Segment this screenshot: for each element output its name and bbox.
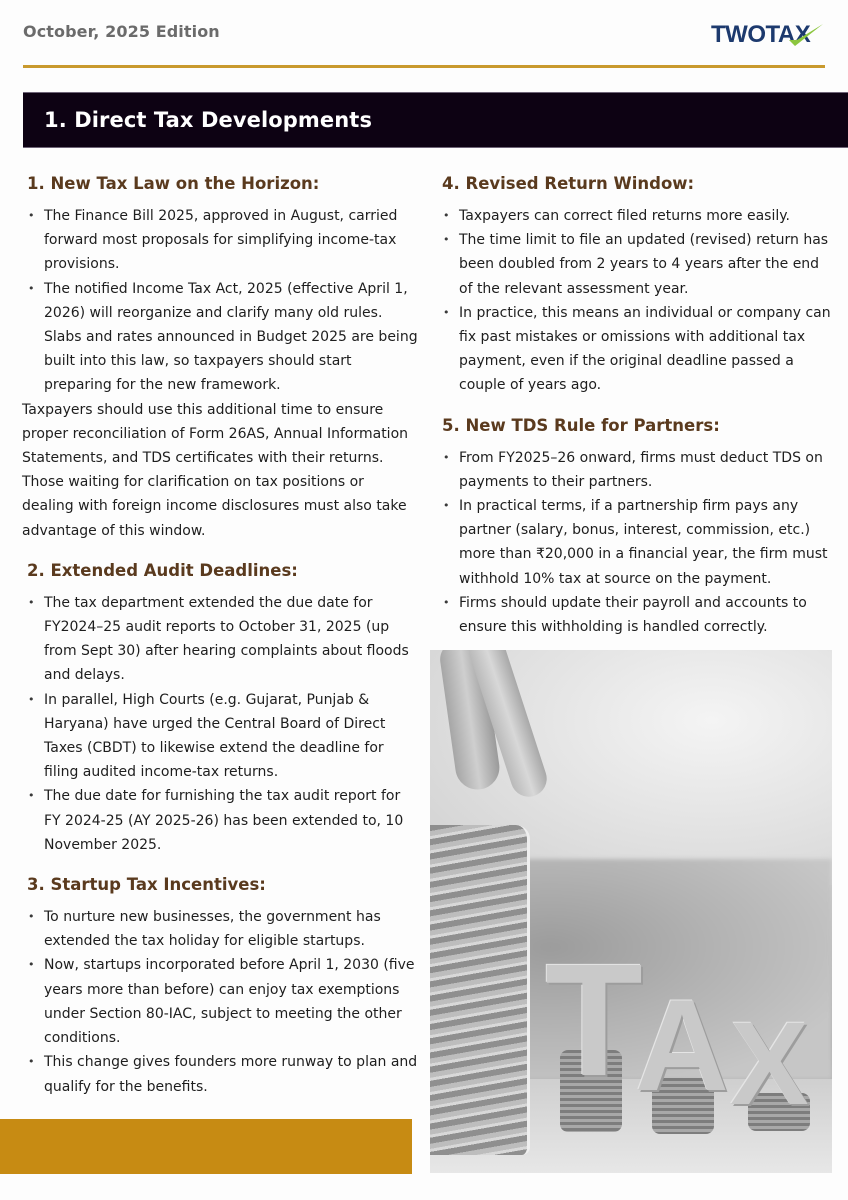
photo-letter-t: T	[545, 930, 643, 1109]
bullet-item: • In practical terms, if a partnership firm pays any partner (salary, bonus, interest, commission, etc.) more than ₹20,000 in a financial year, the firm must withhold 10% tax at source on the payment.	[438, 494, 833, 591]
topic-extended-audit-deadlines	[23, 559, 418, 857]
check-swoosh-icon	[785, 22, 825, 48]
topic-revised-return-window	[438, 172, 833, 398]
bullet-list	[23, 905, 418, 1099]
logo-text: TWOTAX	[711, 21, 811, 48]
bullet-list	[23, 591, 418, 857]
bullet-item: • Firms should update their payroll and accounts to ensure this withholding is handled correctly.	[438, 591, 833, 639]
bullet-item: • To nurture new businesses, the government has extended the tax holiday for eligible startups.	[23, 905, 418, 953]
bullet-list	[438, 446, 833, 640]
bullet-list	[23, 204, 418, 398]
topic-heading: 1. New Tax Law on the Horizon:	[27, 174, 320, 193]
topic-paragraph: Taxpayers should use this additional time to ensure proper reconciliation of Form 26AS, Annual Information Statements, and TDS certificates with their returns. Those waiting for clarification on tax positions or dealing with foreign income disclosures must also take advantage of this window.	[22, 401, 409, 539]
bullet-item: • In parallel, High Courts (e.g. Gujarat, Punjab & Haryana) have urged the Central Board of Direct Taxes (CBDT) to likewise extend the deadline for filing audited income-tax returns.	[23, 688, 418, 785]
bullet-item: • The due date for furnishing the tax audit report for FY 2024-25 (AY 2025-26) has been extended to, 10 November 2025.	[23, 784, 418, 857]
section-title-bar	[23, 92, 848, 148]
bullet-item: • In practice, this means an individual or company can fix past mistakes or omissions with additional tax payment, even if the original deadline passed a couple of years ago.	[438, 301, 833, 398]
right-column	[438, 172, 833, 639]
header-divider	[23, 65, 825, 68]
tax-coins-photo	[430, 650, 832, 1173]
topic-heading: 4. Revised Return Window:	[442, 174, 695, 193]
topic-heading: 2. Extended Audit Deadlines:	[27, 560, 298, 580]
bullet-item: • The tax department extended the due date for FY2024–25 audit reports to October 31, 2025 (up from Sept 30) after hearing complaints about floods and delays.	[23, 591, 418, 688]
bullet-list	[438, 204, 833, 398]
section-title: 1. Direct Tax Developments	[44, 108, 373, 132]
topic-heading: 5. New TDS Rule for Partners:	[442, 415, 720, 435]
twotax-logo	[711, 20, 810, 50]
topic-heading: 3. Startup Tax Incentives:	[27, 875, 266, 895]
bullet-item: • The time limit to file an updated (revised) return has been doubled from 2 years to 4 years after the end of the relevant assessment year.	[438, 228, 833, 301]
bullet-item: • This change gives founders more runway to plan and qualify for the benefits.	[23, 1050, 418, 1098]
bullet-item: • Taxpayers can correct filed returns more easily.	[438, 204, 833, 228]
topic-new-tax-law	[23, 172, 418, 543]
bullet-item: • From FY2025–26 onward, firms must deduct TDS on payments to their partners.	[438, 446, 833, 494]
left-column	[23, 172, 418, 1099]
photo-letter-a: A	[635, 972, 729, 1118]
edition-label: October, 2025 Edition	[23, 22, 220, 41]
coin-jar-image	[430, 825, 530, 1155]
photo-letter-x: X	[730, 998, 809, 1130]
bullet-item: • The Finance Bill 2025, approved in August, carried forward most proposals for simplifying income-tax provisions.	[23, 204, 418, 277]
footer-accent-block	[0, 1119, 412, 1174]
bullet-item: • Now, startups incorporated before April 1, 2030 (five years more than before) can enjoy tax exemptions under Section 80-IAC, subject to meeting the other conditions.	[23, 953, 418, 1050]
topic-startup-tax-incentives	[23, 873, 418, 1099]
topic-new-tds-rule	[438, 414, 833, 640]
bullet-item: • The notified Income Tax Act, 2025 (effective April 1, 2026) will reorganize and clarify many old rules. Slabs and rates announced in Budget 2025 are being built into this law, so taxpayers should start preparing for the new framework.	[23, 277, 418, 398]
